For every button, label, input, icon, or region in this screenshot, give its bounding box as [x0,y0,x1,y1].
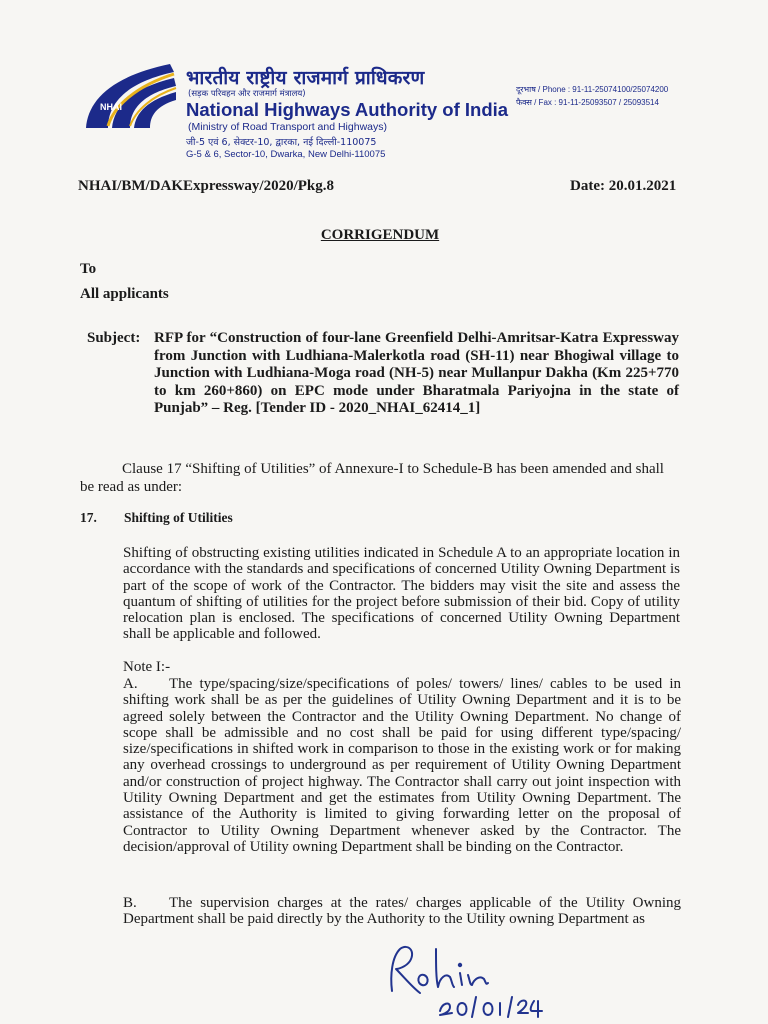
to-label: To [80,261,97,277]
note-label: Note I:- [123,659,171,675]
ministry-english: (Ministry of Road Transport and Highways) [188,121,387,133]
org-name-hindi: भारतीय राष्ट्रीय राजमार्ग प्राधिकरण [186,67,425,89]
phone-number: दूरभाष / Phone : 91-11-25074100/25074200 [516,85,669,94]
subject-label: Subject: [87,330,141,346]
document-date: Date: 20.01.2021 [570,178,677,194]
subject-text: RFP for “Construction of four-lane Greenfield Delhi-Amritsar-Katra Expressway from Junction with Ludhiana-Malerkotla road (SH-11) near Bhogiwal village to Junction with Ludhiana-Moga road (NH-5) near Mullanpur Dakha (Km 225+770 to km 260+860) on EPC mode under Bharatmala Pariyojna in the state of Punjab” – Reg. [Tender ID - 2020_NHAI_62414_1] [154,330,679,417]
org-name-english: National Highways Authority of India [186,99,509,120]
address-hindi: जी-5 एवं 6, सेक्टर-10, द्वारका, नई दिल्ली-110075 [186,137,377,148]
fax-number: फैक्स / Fax : 91-11-25093507 / 25093514 [516,98,659,107]
address-english: G-5 & 6, Sector-10, Dwarka, New Delhi-110075 [186,149,386,160]
clause-number: 17. [80,510,97,525]
document-title: CORRIGENDUM [320,227,440,243]
note-a-label: A. [123,676,138,692]
note-a-text: The type/spacing/size/specifications of poles/ towers/ lines/ cables to be used in shifting work shall be as per the guidelines of Utility Owning Department and it is to be agreed solely between the Contractor and the Utility Owning Department. No change of scope shall be admissible and no cost shall be paid for using different type/spacing/ size/specifications in shifted work in comparison to those in the existing work or for making any overhead crossings to underground as per requirement of Utility Owning Department and/or construction of project highway. The Contractor shall carry out joint inspection with Utility Owning Department and get the estimates from Utility Owning Department. The assistance of the Authority is limited to giving forwarding letter on the proposal of Contractor to Utility Owning Department whenever asked by the Contractor. The decision/approval of Utility owning Department shall be binding on the Contractor. [123,676,681,855]
note-b-label: B. [123,895,137,911]
ministry-hindi: (सड़क परिवहन और राजमार्ग मंत्रालय) [188,89,306,99]
note-b-text: The supervision charges at the rates/ charges applicable of the Utility Owning Department shall be paid directly by the Authority to the Utility owning Department as [123,895,681,928]
reference-number: NHAI/BM/DAKExpressway/2020/Pkg.8 [78,178,334,194]
intro-paragraph: Clause 17 “Shifting of Utilities” of Annexure-I to Schedule-B has been amended and shall be read as under: [80,461,664,495]
nhai-logo [78,58,178,130]
addressee: All applicants [80,286,169,302]
logo-label: NHAI [100,102,122,112]
clause-paragraph: Shifting of obstructing existing utilities indicated in Schedule A to an appropriate location in accordance with the standards and specifications of concerned Utility Owning Department is part of the scope of work of the Contractor. The bidders may visit the site and assess the quantum of shifting of utilities for the project before submission of their bid. Copy of utility relocation plan is enclosed. The specifications of concerned Utility Owning Department shall be applicable and followed. [123,545,680,643]
clause-title: Shifting of Utilities [124,510,233,525]
handwritten-signature [380,935,560,1020]
